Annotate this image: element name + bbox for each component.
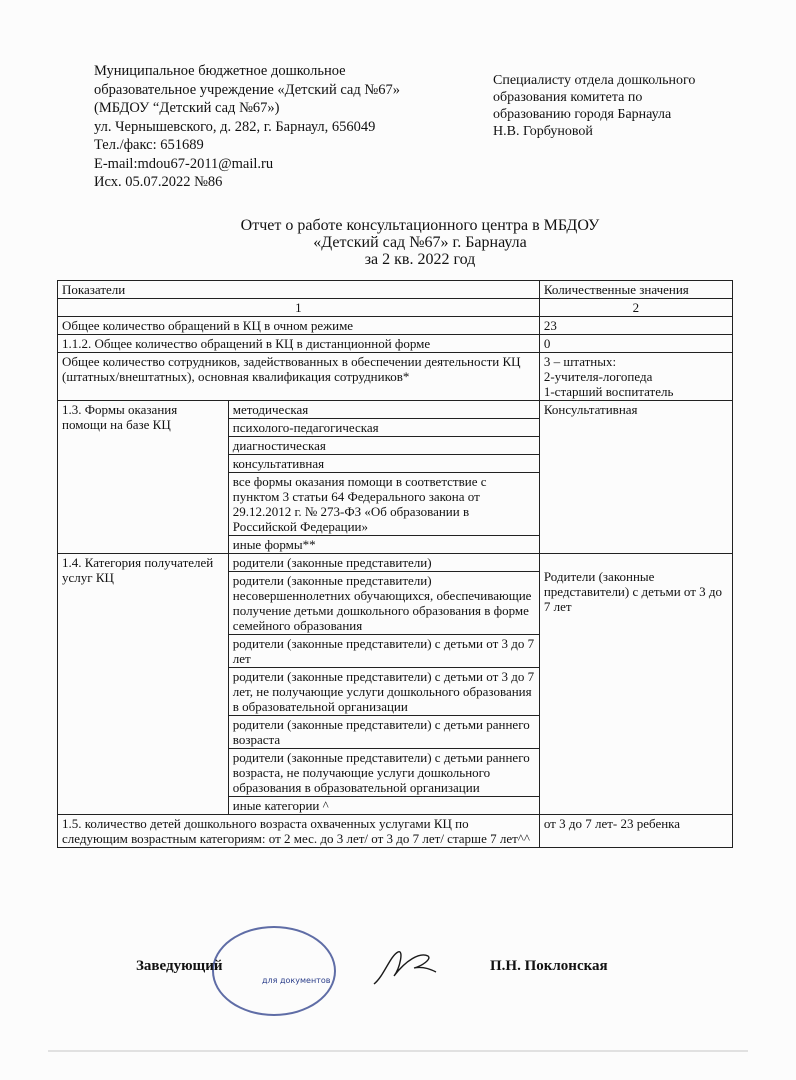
row-value xyxy=(539,353,732,401)
table-row xyxy=(58,554,733,572)
category-item: родители (законные представители) несовершеннолетних обучающихся, обеспечивающие получение детьми дошкольного образования в форме семейного образования xyxy=(228,572,539,635)
table-row xyxy=(58,401,733,419)
recipient-line: образованию городя Барнаула xyxy=(493,107,672,122)
row-label: Общее количество сотрудников, задействованных в обеспечении деятельности КЦ (штатных/внештатных), основная квалификация сотрудников* xyxy=(58,353,540,401)
column-number: 2 xyxy=(539,299,732,317)
header-indicators: Показатели xyxy=(58,281,540,299)
categories-value-text: Родители (законные представители) с детьми от 3 до 7 лет xyxy=(543,569,723,614)
sender-line: образовательное учреждение «Детский сад №67» xyxy=(94,81,400,98)
recipient-line: Специалисту отдела дошкольного xyxy=(493,73,696,88)
row-value: 23 xyxy=(539,317,732,335)
table-row xyxy=(58,317,733,335)
recipient-line: образования комитета по xyxy=(493,90,643,105)
director-title: Заведующий xyxy=(136,958,223,974)
category-item: родители (законные представители) с детьми от 3 до 7 лет, не получающие услуги дошкольного образования в образовательной организации xyxy=(228,668,539,716)
column-number-row xyxy=(58,299,733,317)
recipient-name: Н.В. Горбуновой xyxy=(493,124,593,139)
sender-block xyxy=(94,62,454,192)
forms-value: Консультативная xyxy=(539,401,732,554)
outgoing-number: Исх. 05.07.2022 №86 xyxy=(94,174,223,190)
category-item: иные категории ^ xyxy=(228,797,539,815)
title-line: «Детский сад №67» г. Барнаула xyxy=(313,234,527,251)
category-item: родители (законные представители) с детьми раннего возраста xyxy=(228,716,539,749)
form-item: диагностическая xyxy=(228,437,539,455)
sender-email: E-mail:mdou67-2011@mail.ru xyxy=(94,155,274,172)
scan-edge-line xyxy=(48,1050,748,1052)
title-line: за 2 кв. 2022 год xyxy=(364,251,476,268)
table-header-row xyxy=(58,281,733,299)
sender-line: Муниципальное бюджетное дошкольное xyxy=(94,63,346,79)
categories-label: 1.4. Категория получателей услуг КЦ xyxy=(58,554,229,815)
category-item: родители (законные представители) xyxy=(228,554,539,572)
stamp-text: для документов xyxy=(262,976,331,985)
row-value: 0 xyxy=(539,335,732,353)
report-table xyxy=(57,280,733,848)
staff-value-line: 1-старший воспитатель xyxy=(543,384,674,399)
table-row xyxy=(58,815,733,848)
row-label: Общее количество обращений в КЦ в очном режиме xyxy=(58,317,540,335)
recipient-block xyxy=(493,72,773,140)
sender-phone: Тел./факс: 651689 xyxy=(94,137,204,153)
form-item: иные формы** xyxy=(228,536,539,554)
category-item: родители (законные представители) с детьми раннего возраста, не получающие услуги дошкольного образования в образовательной организации xyxy=(228,749,539,797)
stamp-seal xyxy=(212,926,336,1016)
form-item: консультативная xyxy=(228,455,539,473)
staff-value-line: 2-учителя-логопеда xyxy=(543,369,653,384)
form-item: психолого-педагогическая xyxy=(228,419,539,437)
sender-address: ул. Чернышевского, д. 282, г. Барнаул, 656049 xyxy=(94,118,376,135)
categories-value xyxy=(539,554,732,815)
category-item: родители (законные представители) с детьми от 3 до 7 лет xyxy=(228,635,539,668)
signature-mark xyxy=(370,946,440,990)
row-label: 1.5. количество детей дошкольного возраста охваченных услугами КЦ по следующим возрастным категориям: от 2 мес. до 3 лет/ от 3 до 7 лет/ старше 7 лет^^ xyxy=(58,815,540,848)
table-row xyxy=(58,353,733,401)
table-row xyxy=(58,335,733,353)
form-item: методическая xyxy=(228,401,539,419)
signature-block xyxy=(0,954,796,984)
director-name: П.Н. Поклонская xyxy=(490,958,608,974)
title-line: Отчет о работе консультационного центра в МБДОУ xyxy=(240,217,600,234)
column-number: 1 xyxy=(58,299,540,317)
document-title xyxy=(210,217,630,268)
staff-value-line: 3 – штатных: xyxy=(543,354,617,369)
row-label: 1.1.2. Общее количество обращений в КЦ в дистанционной форме xyxy=(58,335,540,353)
forms-label: 1.3. Формы оказания помощи на базе КЦ xyxy=(58,401,229,554)
row-value: от 3 до 7 лет- 23 ребенка xyxy=(539,815,732,848)
form-item: все формы оказания помощи в соответствие с пунктом 3 статьи 64 Федерального закона от 29.12.2012 г. № 273-ФЗ «Об образовании в Российской Федерации» xyxy=(228,473,539,536)
header-values: Количественные значения xyxy=(539,281,732,299)
sender-line: (МБДОУ “Детский сад №67») xyxy=(94,100,280,116)
